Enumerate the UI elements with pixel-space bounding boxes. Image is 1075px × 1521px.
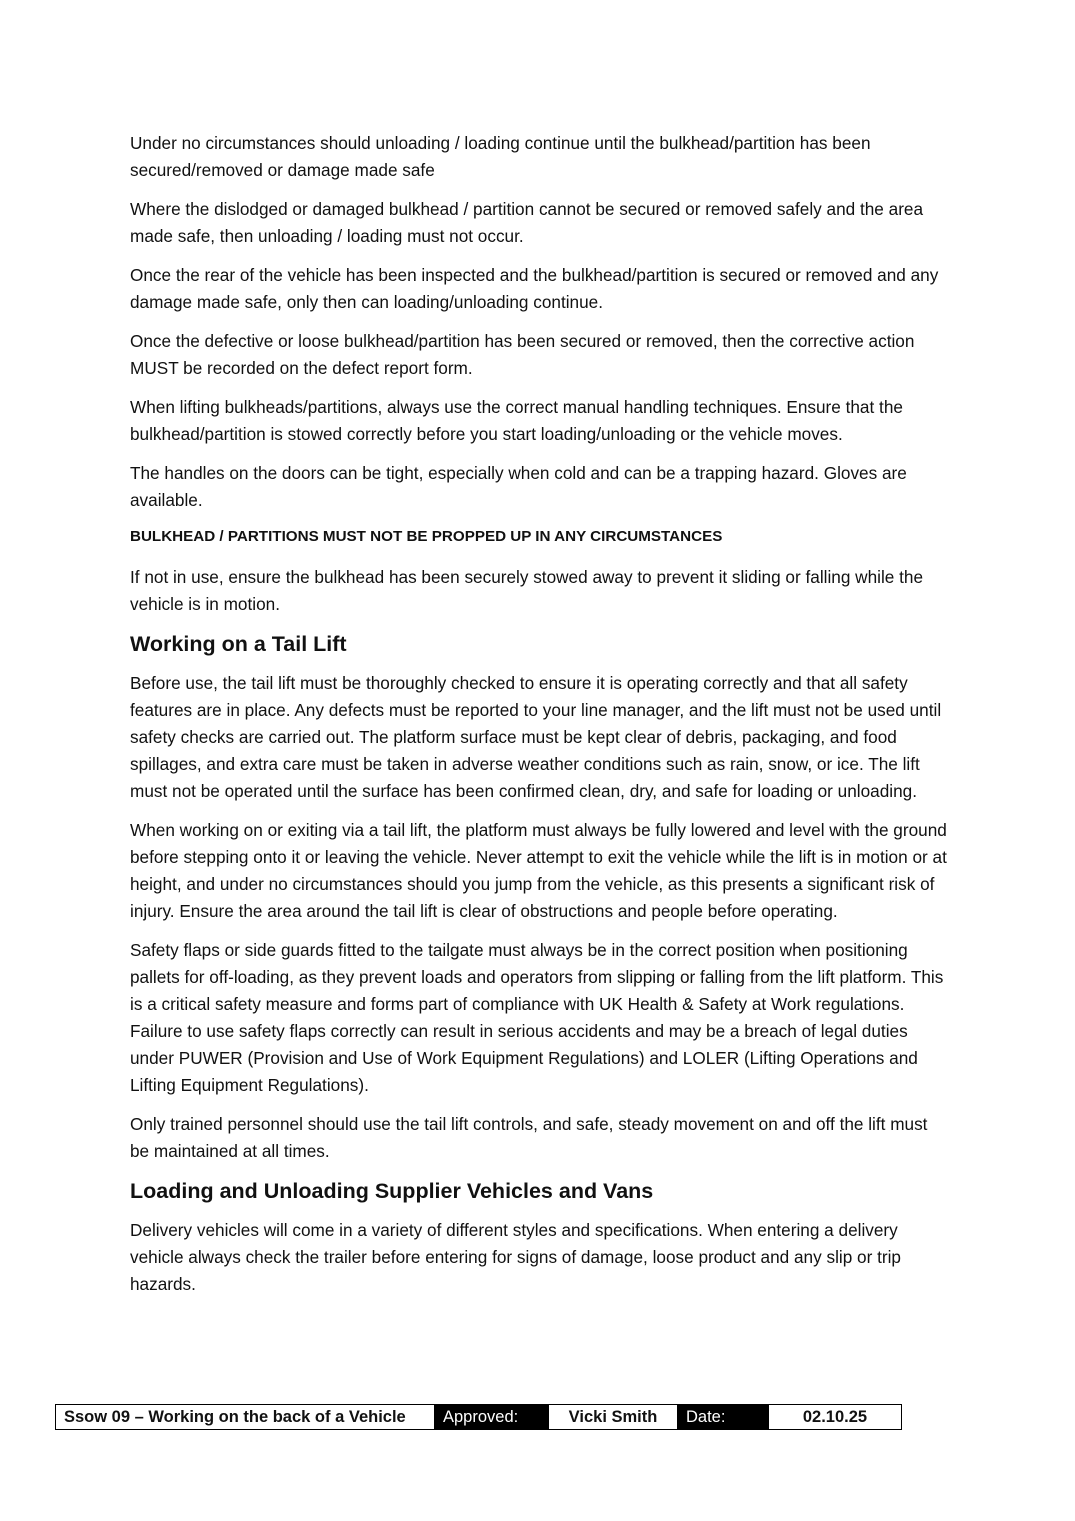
document-footer [55, 1404, 902, 1430]
footer-document-title: Ssow 09 – Working on the back of a Vehicle [56, 1405, 435, 1429]
tail-lift-paragraph-4: Only trained personnel should use the tail lift controls, and safe, steady movement on and off the lift must be maintained at all times. [130, 1114, 928, 1161]
heading-tail-lift: Working on a Tail Lift [130, 632, 347, 656]
tail-lift-paragraph-1: Before use, the tail lift must be thoroughly checked to ensure it is operating correctly and that all safety features are in place. Any defects must be reported to your line manager, and the lift must not be used until safety checks are carried out. The platform surface must be kept clear of debris, packaging, and food spillages, and extra care must be taken in adverse weather conditions such as rain, snow, or ice. The lift must not be operated until the surface has been confirmed clean, dry, and safe for loading or unloading. [130, 673, 942, 801]
paragraph-3: Once the rear of the vehicle has been inspected and the bulkhead/partition is secured or removed and any damage made safe, only then can loading/unloading continue. [130, 265, 939, 312]
document-body [130, 130, 948, 1310]
paragraph-4: Once the defective or loose bulkhead/partition has been secured or removed, then the corrective action MUST be recorded on the defect report form. [130, 331, 915, 378]
footer-approved-by: Vicki Smith [549, 1405, 678, 1429]
paragraph-6: The handles on the doors can be tight, especially when cold and can be a trapping hazard. Gloves are available. [130, 463, 907, 510]
footer-date: 02.10.25 [768, 1405, 901, 1429]
footer-date-label: Date: [678, 1405, 768, 1429]
heading-supplier-vehicles: Loading and Unloading Supplier Vehicles and Vans [130, 1179, 654, 1203]
warning-text: BULKHEAD / PARTITIONS MUST NOT BE PROPPED UP IN ANY CIRCUMSTANCES [130, 528, 723, 545]
paragraph-5: When lifting bulkheads/partitions, always use the correct manual handling techniques. Ensure that the bulkhead/partition is stowed correctly before you start loading/unloading or the vehicle moves. [130, 397, 903, 444]
supplier-paragraph-1: Delivery vehicles will come in a variety of different styles and specifications. When entering a delivery vehicle always check the trailer before entering for signs of damage, loose product and any slip or trip hazards. [130, 1220, 901, 1294]
paragraph-1: Under no circumstances should unloading / loading continue until the bulkhead/partition has been secured/removed or damage made safe [130, 133, 871, 180]
footer-approved-label: Approved: [435, 1405, 549, 1429]
paragraph-2: Where the dislodged or damaged bulkhead / partition cannot be secured or removed safely and the area made safe, then unloading / loading must not occur. [130, 199, 924, 246]
tail-lift-paragraph-2: When working on or exiting via a tail lift, the platform must always be fully lowered and level with the ground before stepping onto it or leaving the vehicle. Never attempt to exit the vehicle while the lift is in motion or at height, and under no circumstances should you jump from the vehicle, as this presents a significant risk of injury. Ensure the area around the tail lift is clear of obstructions and people before operating. [130, 820, 947, 921]
stow-paragraph: If not in use, ensure the bulkhead has been securely stowed away to prevent it sliding or falling while the vehicle is in motion. [130, 567, 924, 614]
tail-lift-paragraph-3: Safety flaps or side guards fitted to the tailgate must always be in the correct position when positioning pallets for off-loading, as they prevent loads and operators from slipping or falling from the lift platform. This is a critical safety measure and forms part of compliance with UK Health & Safety at Work regulations. Failure to use safety flaps correctly can result in serious accidents and may be a breach of legal duties under PUWER (Provision and Use of Work Equipment Regulations) and LOLER (Lifting Operations and Lifting Equipment Regulations). [130, 940, 944, 1095]
